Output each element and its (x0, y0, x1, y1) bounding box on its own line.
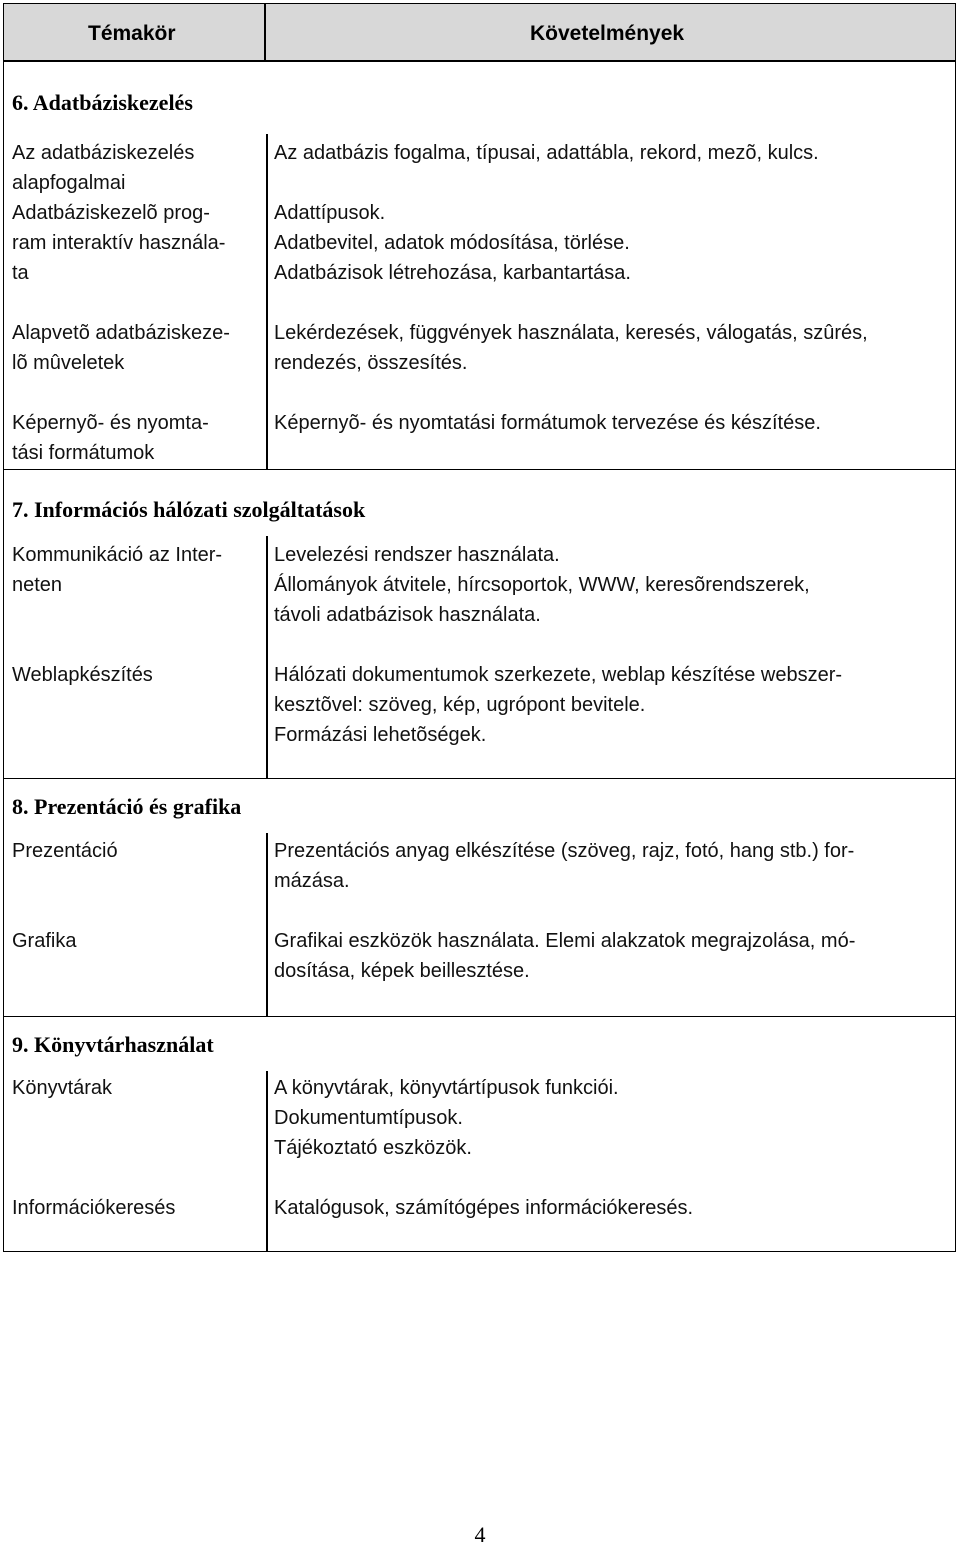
requirement-cell: Az adatbázis fogalma, típusai, adattábla, rekord, mezõ, kulcs. (274, 142, 819, 164)
topic-cell: Kommunikáció az Inter- neten (12, 544, 223, 596)
column-divider (266, 536, 268, 778)
section-title-6: 6. Adatbáziskezelés (12, 90, 193, 115)
requirement-cell: Prezentációs anyag elkészítése (szöveg, rajz, fotó, hang stb.) for- mázása. (274, 840, 855, 892)
section-divider (4, 1016, 955, 1017)
requirement-cell: A könyvtárak, könyvtártípusok funkciói. Dokumentumtípusok. Tájékoztató eszközök. (274, 1077, 619, 1159)
section-divider (4, 778, 955, 779)
topic-cell: Weblapkészítés (12, 664, 153, 686)
requirement-cell: Grafikai eszközök használata. Elemi alakzatok megrajzolása, mó- dosítása, képek beillesztése. (274, 930, 856, 982)
topic-cell: Az adatbáziskezelés alapfogalmai (12, 142, 195, 194)
requirement-cell: Levelezési rendszer használata. Állományok átvitele, hírcsoportok, WWW, keresõrendszerek, távoli adatbázisok használata. (274, 544, 810, 626)
requirement-cell: Lekérdezések, függvények használata, keresés, válogatás, szûrés, rendezés, összesítés. (274, 322, 868, 374)
topic-cell: Könyvtárak (12, 1077, 113, 1099)
topic-cell: Adatbáziskezelõ prog- ram interaktív használa- ta (12, 202, 226, 284)
curriculum-table (3, 3, 956, 1252)
topic-cell: Grafika (12, 930, 77, 952)
header-cell-requirements (266, 4, 955, 62)
topic-cell: Információkeresés (12, 1197, 176, 1219)
requirement-cell: Képernyõ- és nyomtatási formátumok tervezése és készítése. (274, 412, 821, 434)
topic-cell: Prezentáció (12, 840, 118, 862)
column-divider (266, 1071, 268, 1252)
header-cell-topic (4, 4, 266, 62)
topic-cell: Képernyõ- és nyomta- tási formátumok (12, 412, 209, 464)
section-title-8: 8. Prezentáció és grafika (12, 794, 242, 819)
section-title-7: 7. Információs hálózati szolgáltatások (12, 497, 366, 522)
topic-cell: Alapvetõ adatbáziskeze- lõ mûveletek (12, 322, 230, 374)
section-title-9: 9. Könyvtárhasználat (12, 1032, 214, 1057)
requirement-cell: Adattípusok. Adatbevitel, adatok módosítása, törlése. Adatbázisok létrehozása, karbantartása. (274, 202, 631, 284)
requirement-cell: Katalógusok, számítógépes információkeresés. (274, 1197, 694, 1219)
page-number: 4 (474, 1522, 486, 1547)
header-requirements-label: Követelmények (530, 22, 685, 45)
section-divider (4, 469, 955, 470)
column-divider (266, 833, 268, 1016)
header-topic-label: Témakör (88, 22, 176, 45)
requirement-cell: Hálózati dokumentumok szerkezete, weblap készítése webszer- kesztõvel: szöveg, kép, ugrópont bevitele. Formázási lehetõségek. (274, 664, 843, 746)
column-divider (266, 134, 268, 469)
